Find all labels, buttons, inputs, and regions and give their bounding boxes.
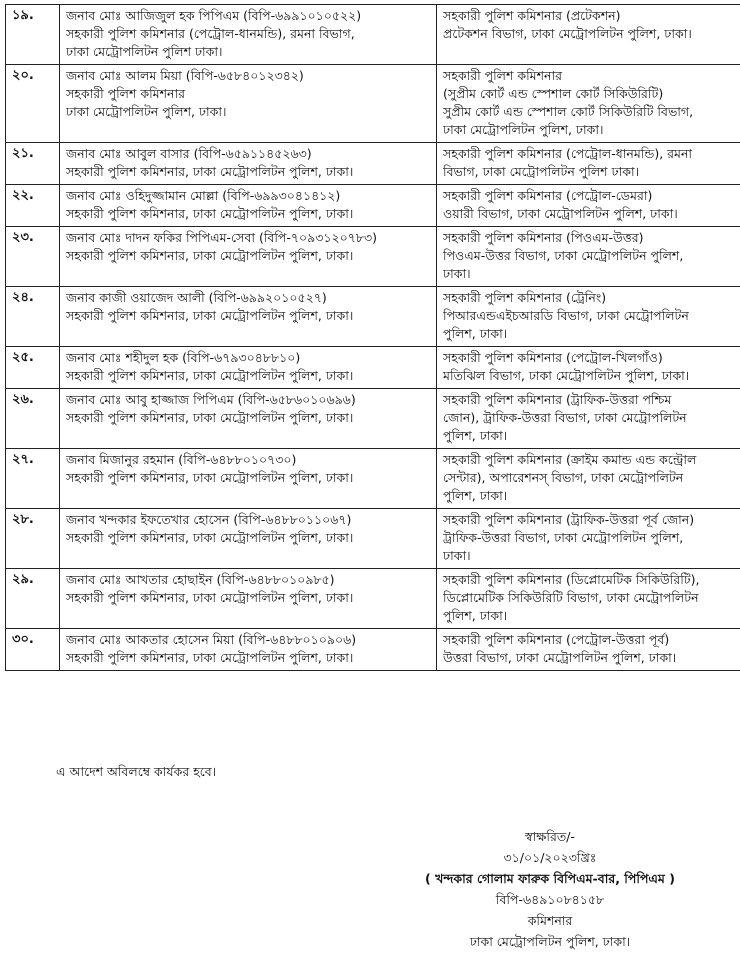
table-row [6,389,740,449]
officer-current-post-cell [60,629,437,671]
officer-current-post-cell [60,5,437,65]
serial-number: ২৬. [6,389,60,449]
serial-number: ৩০. [6,629,60,671]
current-post-line: সহকারী পুলিশ কমিশনার, ঢাকা মেট্রোপলিটন পুলিশ, ঢাকা। [66,470,354,485]
officer-current-post-cell [60,509,437,569]
new-posting-line: সুপ্রীম কোর্ট এন্ড স্পেশাল কোর্ট সিকিউরিটি বিভাগ, [443,104,694,119]
new-posting-line: সহকারী পুলিশ কমিশনার (পিওএম-উত্তর) [443,230,644,245]
officer-current-post-cell [60,449,437,509]
table-row [6,5,740,65]
order-effective-note: এ আদেশ অবিলম্বে কার্যকর হবে। [56,764,217,779]
table-row [6,287,740,347]
table-row [6,347,740,389]
current-post-line: সহকারী পুলিশ কমিশনার, ঢাকা মেট্রোপলিটন পুলিশ, ঢাকা। [66,368,354,383]
new-posting-line: পিআরএন্ডএইচআরডি বিভাগ, ঢাকা মেট্রোপলিটন [443,308,689,323]
current-post-line: সহকারী পুলিশ কমিশনার, ঢাকা মেট্রোপলিটন পুলিশ, ঢাকা। [66,410,354,425]
officer-name-line: জনাব মোঃ আবুল বাসার (বিপি-৬৫৯১১৪৫২৬৩) [66,146,312,161]
new-posting-line: সহকারী পুলিশ কমিশনার (ডিপ্লোমেটিক সিকিউরিটি), [443,572,700,587]
current-post-line: সহকারী পুলিশ কমিশনার, ঢাকা মেট্রোপলিটন পুলিশ, ঢাকা। [66,650,354,665]
officer-current-post-cell [60,389,437,449]
table-row [6,185,740,227]
officer-name-line: জনাব মোঃ আজিজুল হক পিপিএম (বিপি-৬৯৯১০১০৫২২) [66,8,362,23]
new-posting-line: সহকারী পুলিশ কমিশনার (ট্রাফিক-উত্তরা পশ্চিম [443,392,672,407]
officer-name-line: জনাব মোঃ আকতার হোসেন মিয়া (বিপি-৬৪৮৮০১০৯০৬) [66,632,357,647]
transfer-order-table [5,4,740,671]
new-posting-cell [437,449,740,509]
new-posting-cell [437,5,740,65]
new-posting-line: (সুপ্রীম কোর্ট এন্ড স্পেশাল কোর্ট সিকিউরিটি) [443,86,664,101]
new-posting-cell [437,389,740,449]
new-posting-cell [437,509,740,569]
officer-name-line: জনাব মোঃ আলম মিয়া (বিপি-৬৫৮৪০১২৩৪২) [66,68,304,83]
signature-block [370,826,730,952]
signature-date: ৩১/০১/২০২৩খ্রিঃ [503,850,597,865]
new-posting-line: পুলিশ, ঢাকা। [443,326,508,341]
new-posting-line: ট্রাফিক-উত্তরা বিভাগ, ঢাকা মেট্রোপলিটন পুলিশ, [443,530,684,545]
new-posting-cell [437,629,740,671]
new-posting-cell [437,569,740,629]
signatory-bp-number: বিপি-৬৪৯১০৮৪১৫৮ [495,892,605,907]
new-posting-line: সহকারী পুলিশ কমিশনার (ট্রাফিক-উত্তরা পূর্ব জোন) [443,512,695,527]
officer-name-line: জনাব মোঃ ওহিদুজ্জামান মোল্লা (বিপি-৬৯৯৩০৪১৪১২) [66,188,341,203]
table-row [6,509,740,569]
officer-name-line: জনাব কাজী ওয়াজেদ আলী (বিপি-৬৯৯২০১০৫২৭) [66,290,327,305]
current-post-line: ঢাকা মেট্রোপলিটন পুলিশ ঢাকা। [66,44,223,59]
new-posting-line: সহকারী পুলিশ কমিশনার (পেট্রোল-উত্তরা পূর্ব) [443,632,670,647]
new-posting-line: ঢাকা মেট্রোপলিটন পুলিশ, ঢাকা। [443,122,604,137]
new-posting-line: সহকারী পুলিশ কমিশনার (পেট্রোল-ধানমন্ডি), রমনা [443,146,693,161]
serial-number: ২০. [6,65,60,143]
new-posting-cell [437,347,740,389]
new-posting-line: জোন), ট্রাফিক-উত্তরা বিভাগ, ঢাকা মেট্রোপলিটন [443,410,687,425]
signatory-designation: কমিশনার [527,913,573,928]
new-posting-line: সহকারী পুলিশ কমিশনার (পেট্রোল-খিলগাঁও) [443,350,663,365]
officer-name-line: জনাব মোঃ আবু হাজ্জাজ পিপিএম (বিপি-৬৫৮৬০১০৬৯৬) [66,392,356,407]
new-posting-cell [437,143,740,185]
new-posting-line: পুলিশ, ঢাকা। [443,488,508,503]
current-post-line: ঢাকা মেট্রোপলিটন পুলিশ, ঢাকা। [66,104,227,119]
current-post-line: সহকারী পুলিশ কমিশনার, ঢাকা মেট্রোপলিটন পুলিশ, ঢাকা। [66,590,354,605]
table-row [6,65,740,143]
officer-current-post-cell [60,347,437,389]
serial-number: ২৩. [6,227,60,287]
new-posting-line: সহকারী পুলিশ কমিশনার (পেট্রোল-ডেমরা) [443,188,653,203]
current-post-line: সহকারী পুলিশ কমিশনার, ঢাকা মেট্রোপলিটন পুলিশ, ঢাকা। [66,248,354,263]
new-posting-line: বিভাগ, ঢাকা মেট্রোপলিটন পুলিশ ঢাকা। [443,164,640,179]
new-posting-line: মতিঝিল বিভাগ, ঢাকা মেট্রোপলিটন পুলিশ, ঢাকা। [443,368,690,383]
officer-name-line: জনাব মোঃ শহীদুল হক (বিপি-৬৭৯৩০৪৮৮১০) [66,350,301,365]
new-posting-line: প্রটেকশন বিভাগ, ঢাকা মেট্রোপলিটন পুলিশ, ঢাকা। [443,26,692,41]
new-posting-line: ওয়ারী বিভাগ, ঢাকা মেট্রোপলিটন পুলিশ, ঢাকা। [443,206,678,221]
serial-number: ২৯. [6,569,60,629]
new-posting-cell [437,65,740,143]
officer-name-line: জনাব খন্দকার ইফতেখার হোসেন (বিপি-৬৪৮৮০১১০৬৭) [66,512,352,527]
current-post-line: সহকারী পুলিশ কমিশনার, ঢাকা মেট্রোপলিটন পুলিশ, ঢাকা। [66,530,354,545]
new-posting-line: উত্তরা বিভাগ, ঢাকা মেট্রোপলিটন পুলিশ, ঢাকা। [443,650,677,665]
new-posting-line: পুলিশ, ঢাকা। [443,428,508,443]
officer-current-post-cell [60,143,437,185]
officer-current-post-cell [60,65,437,143]
new-posting-line: সহকারী পুলিশ কমিশনার (প্রটেকশন) [443,8,621,23]
officer-name-line: জনাব মিজানুর রহমান (বিপি-৬৪৮৮০১০৭৩০) [66,452,297,467]
new-posting-line: পুলিশ, ঢাকা। [443,608,508,623]
current-post-line: সহকারী পুলিশ কমিশনার, ঢাকা মেট্রোপলিটন পুলিশ, ঢাকা। [66,164,354,179]
officer-current-post-cell [60,287,437,347]
officer-name-line: জনাব মোঃ দাদন ফকির পিপিএম-সেবা (বিপি-৭০৯৩১২০৭৮৩) [66,230,378,245]
new-posting-cell [437,287,740,347]
signatory-office: ঢাকা মেট্রোপলিটন পুলিশ, ঢাকা। [469,934,631,949]
current-post-line: সহকারী পুলিশ কমিশনার [66,86,185,101]
new-posting-line: সহকারী পুলিশ কমিশনার (ক্রাইম কমান্ড এন্ড কন্ট্রোল [443,452,697,467]
new-posting-line: ডিপ্লোমেটিক সিকিউরিটি বিভাগ, ঢাকা মেট্রোপলিটন [443,590,699,605]
new-posting-line: ঢাকা। [443,548,471,563]
serial-number: ২৮. [6,509,60,569]
new-posting-cell [437,227,740,287]
current-post-line: সহকারী পুলিশ কমিশনার (পেট্রোল-ধানমন্ডি), রমনা বিভাগ, [66,26,355,41]
signatory-name: ( খন্দকার গোলাম ফারুক বিপিএম-বার, পিপিএম ) [425,871,675,886]
officer-current-post-cell [60,569,437,629]
officer-current-post-cell [60,227,437,287]
signed-mark: স্বাক্ষরিত/- [525,829,575,844]
new-posting-line: ঢাকা। [443,266,471,281]
new-posting-line: সহকারী পুলিশ কমিশনার (ট্রেনিং) [443,290,607,305]
serial-number: ২৭. [6,449,60,509]
current-post-line: সহকারী পুলিশ কমিশনার, ঢাকা মেট্রোপলিটন পুলিশ, ঢাকা। [66,308,354,323]
officer-name-line: জনাব মোঃ আখতার হোছাইন (বিপি-৬৪৮৮০১০৯৮৫) [66,572,335,587]
serial-number: ২৪. [6,287,60,347]
table-row [6,629,740,671]
current-post-line: সহকারী পুলিশ কমিশনার, ঢাকা মেট্রোপলিটন পুলিশ, ঢাকা। [66,206,354,221]
officer-current-post-cell [60,185,437,227]
new-posting-cell [437,185,740,227]
table-row [6,227,740,287]
new-posting-line: পিওএম-উত্তর বিভাগ, ঢাকা মেট্রোপলিটন পুলিশ, [443,248,684,263]
new-posting-line: সেন্টার), অপারেশনস্ বিভাগ, ঢাকা মেট্রোপলিটন [443,470,684,485]
serial-number: ২১. [6,143,60,185]
table-row [6,569,740,629]
table-row [6,143,740,185]
table-row [6,449,740,509]
serial-number: ২২. [6,185,60,227]
serial-number: ২৫. [6,347,60,389]
new-posting-line: সহকারী পুলিশ কমিশনার [443,68,562,83]
serial-number: ১৯. [6,5,60,65]
